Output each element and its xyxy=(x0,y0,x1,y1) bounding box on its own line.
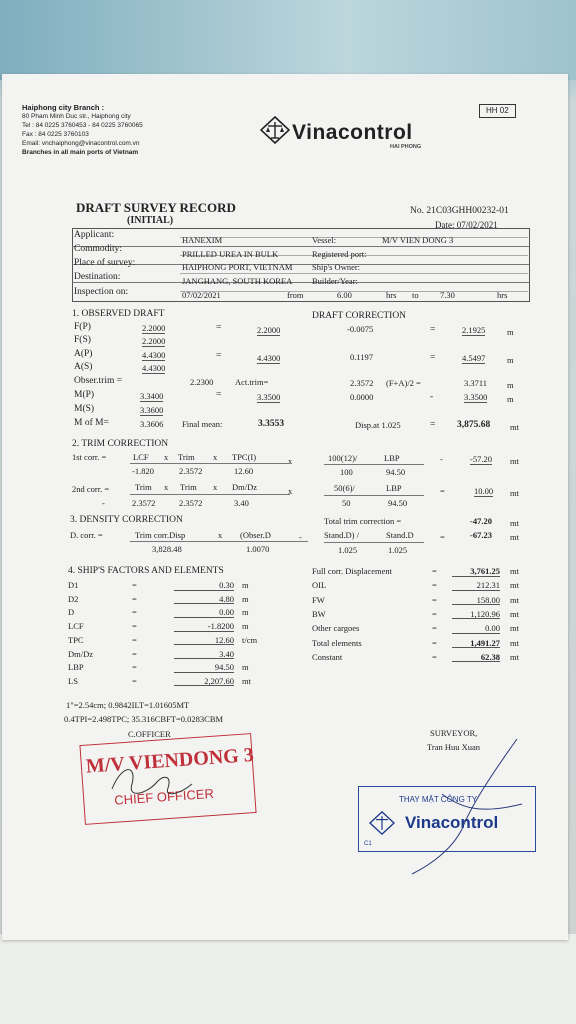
element-label: Other cargoes xyxy=(312,623,360,634)
element-unit: mt xyxy=(510,594,519,605)
equals: = xyxy=(430,420,436,430)
unit-mt: mt xyxy=(510,532,519,542)
trim-disp-value: 3,828.48 xyxy=(152,544,182,554)
factor-value: 0.00 xyxy=(174,608,234,618)
place-label: Place of survey: xyxy=(74,258,136,268)
equals: = xyxy=(432,623,437,634)
commodity-value: PRILLED UREA IN BULK xyxy=(182,249,279,259)
record-number: No. 21C03GHH00232-01 xyxy=(410,206,509,216)
place-value: HAIPHONG PORT, VIETNAM xyxy=(182,262,293,272)
element-label: BW xyxy=(312,608,326,619)
builder-label: Builder/Year: xyxy=(312,276,358,286)
trim-value: 2.3572 xyxy=(179,466,203,476)
element-unit: mt xyxy=(510,580,519,591)
fp-value: 2.2000 xyxy=(142,323,166,333)
lbp-top-2: LBP xyxy=(386,483,402,493)
element-unit: mt xyxy=(510,623,519,634)
surveyor-signature xyxy=(372,734,532,884)
element-label: FW xyxy=(312,594,325,605)
ms-label: M(S) xyxy=(74,404,95,414)
trim-value-3: 2.3572 xyxy=(179,498,203,508)
ship-stamp-chief: CHIEF OFFICER xyxy=(113,785,215,808)
frac-top-2: 50(6)/ xyxy=(334,483,355,493)
registered-label: Registered port: xyxy=(312,249,367,259)
factor-value: -1.8200 xyxy=(174,622,234,632)
equals: = xyxy=(132,634,137,645)
to-value: 7.30 xyxy=(440,290,455,300)
fs-value: 2.2000 xyxy=(142,336,166,346)
unit-mt: mt xyxy=(510,456,519,466)
hrs-label-2: hrs xyxy=(497,290,508,300)
fa2-value: 3.3711 xyxy=(464,378,488,388)
equals: = xyxy=(432,566,437,576)
vinacontrol-logo xyxy=(260,116,290,148)
times: x xyxy=(288,486,293,496)
second-corr-result: 10.00 xyxy=(474,486,494,496)
to-label: to xyxy=(412,290,419,300)
equals: = xyxy=(432,580,437,591)
element-unit: mt xyxy=(510,608,519,619)
times: x xyxy=(164,482,169,492)
factor-value: 12.60 xyxy=(174,636,234,646)
branch-tel: Tel : 84 0225 3760453 - 84 0225 3760065 xyxy=(22,122,143,129)
tpc-value: 12.60 xyxy=(234,466,254,476)
f-mean: 2.2000 xyxy=(257,325,281,335)
commodity-label: Commodity: xyxy=(74,244,123,254)
trim-disp-label: Trim corr.Disp xyxy=(135,530,186,540)
equals: = xyxy=(132,621,137,632)
obser-label: (Obser.D xyxy=(240,530,271,540)
equals: = xyxy=(132,648,137,659)
factor-value: 3.40 xyxy=(174,650,234,660)
factor-value: 4.80 xyxy=(174,595,234,605)
dmdz-value: 3.40 xyxy=(234,498,249,508)
tpc-header: TPC(I) xyxy=(232,452,257,462)
a-result: 4.5497 xyxy=(462,353,486,363)
branch-email: Email: vnchaiphong@vinacontrol.com.vn xyxy=(22,140,140,147)
conversion-note-2: 0.4TPI=2.498TPC; 35.316CBFT=0.0283CBM xyxy=(64,714,224,724)
vessel-label: Vessel: xyxy=(312,235,337,245)
element-label: OIL xyxy=(312,580,327,591)
equals: = xyxy=(440,532,445,542)
mp-value: 3.3400 xyxy=(140,391,164,401)
fa2-label: (F+A)/2 = xyxy=(386,378,421,388)
factor-label: TPC xyxy=(68,634,84,645)
minus: - xyxy=(102,498,105,508)
final-mean-value: 3.3553 xyxy=(258,419,285,429)
ms-value: 3.3600 xyxy=(140,405,164,415)
as-value: 4.4300 xyxy=(142,363,166,373)
mofm-label: M of M= xyxy=(74,418,109,428)
factor-label: D1 xyxy=(68,580,79,590)
inspection-label: Inspection on: xyxy=(74,287,129,297)
unit-m: m xyxy=(507,327,514,337)
document-page xyxy=(2,74,568,940)
m-result: 3.3500 xyxy=(464,392,488,402)
element-value: 158.00 xyxy=(452,596,500,606)
officer-signature xyxy=(102,754,202,814)
disp-label: Disp.at 1.025 xyxy=(355,420,401,430)
equals: = xyxy=(432,608,437,619)
equals: = xyxy=(216,323,222,333)
branch-fax: Fax : 84 0225 3760103 xyxy=(22,131,89,138)
destination-value: JANGHANG, SOUTH KOREA xyxy=(182,276,293,286)
equals: = xyxy=(216,351,222,361)
factor-unit: mt xyxy=(242,675,251,686)
section2-title: 2. TRIM CORRECTION xyxy=(72,439,169,449)
final-mean-label: Final mean: xyxy=(182,419,223,429)
section4-title: 4. SHIP'S FACTORS AND ELEMENTS xyxy=(68,566,224,576)
equals: = xyxy=(432,637,437,648)
inspection-value: 07/02/2021 xyxy=(182,290,221,300)
surveyor-name: Tran Huu Xuan xyxy=(427,742,481,752)
destination-label: Destination: xyxy=(74,272,121,282)
surveyor-label: SURVEYOR, xyxy=(430,728,478,738)
stand2-value: 1.025 xyxy=(388,545,408,555)
equals: = xyxy=(132,607,137,618)
as-label: A(S) xyxy=(74,362,93,372)
obser-value: 1.0070 xyxy=(246,544,270,554)
equals: = xyxy=(132,580,137,590)
equals: = xyxy=(132,675,137,686)
element-value: 0.00 xyxy=(452,624,500,634)
from-label: from xyxy=(287,290,304,300)
frac-bot-2: 50 xyxy=(342,498,351,508)
officer-label: C.OFFICER xyxy=(128,729,171,739)
obs-trim-label: Obser.trim = xyxy=(74,376,123,386)
mp-label: M(P) xyxy=(74,390,95,400)
equals: = xyxy=(132,593,137,604)
logo-sub: HAI PHONG xyxy=(390,144,422,150)
unit-m: m xyxy=(507,380,514,390)
company-stamp-name: Vinacontrol xyxy=(405,813,499,832)
record-title: DRAFT SURVEY RECORD xyxy=(76,200,236,215)
ap-value: 4.4300 xyxy=(142,350,166,360)
minus: - xyxy=(440,454,443,464)
equals: = xyxy=(132,662,137,673)
element-unit: mt xyxy=(510,651,519,662)
element-value: 1,120.96 xyxy=(452,610,500,620)
branch-address: 80 Pham Minh Duc str., Haiphong city xyxy=(22,113,131,120)
branch-ports: Branches in all main ports of Vietnam xyxy=(22,149,139,156)
fp-label: F(P) xyxy=(74,322,91,332)
element-value: 3,761.25 xyxy=(452,567,500,577)
equals: = xyxy=(432,594,437,605)
dmdz-header: Dm/Dz xyxy=(232,482,258,492)
lbp-bot-1: 94.50 xyxy=(386,467,406,477)
element-value: 1,491.27 xyxy=(452,639,500,649)
element-label: Full corr. Displacement xyxy=(312,566,393,576)
element-unit: mt xyxy=(510,637,519,648)
lcf-header: LCF xyxy=(133,452,149,462)
m-correction: 0.0000 xyxy=(350,392,374,402)
total-trim-label: Total trim correction = xyxy=(324,516,402,526)
branch-title: Haiphong city Branch : xyxy=(22,103,105,112)
factor-unit: m xyxy=(242,593,249,604)
frac-bot-1: 100 xyxy=(340,467,353,477)
applicant-value: HANEXIM xyxy=(182,235,223,245)
element-label: Constant xyxy=(312,651,343,662)
element-value: 212.31 xyxy=(452,581,500,591)
company-stamp-behalf: THAY MẶT CÔNG TY xyxy=(399,795,478,804)
unit-mt: mt xyxy=(510,488,519,498)
second-corr-label: 2nd corr. = xyxy=(72,484,110,494)
f-result: 2.1925 xyxy=(462,325,486,335)
paper-below xyxy=(0,934,576,1024)
from-value: 6.00 xyxy=(337,290,352,300)
unit-m: m xyxy=(507,355,514,365)
factor-label: LS xyxy=(68,675,78,686)
section1-title: 1. OBSERVED DRAFT xyxy=(72,309,165,319)
equals: = xyxy=(216,390,222,400)
f-correction: -0.0075 xyxy=(347,324,374,334)
trim-header-3: Trim xyxy=(180,482,197,492)
vessel-value: M/V VIEN DONG 3 xyxy=(382,235,454,245)
unit-m: m xyxy=(507,394,514,404)
applicant-label: Applicant: xyxy=(74,230,115,240)
unit-mt: mt xyxy=(510,518,519,528)
factor-label: LBP xyxy=(68,662,84,673)
factor-value: 0.30 xyxy=(174,581,234,591)
record-date: Date: 07/02/2021 xyxy=(435,220,498,230)
unit-mt: mt xyxy=(510,422,519,432)
section3-title: 3. DENSITY CORRECTION xyxy=(70,515,183,525)
total-trim-value: -47.20 xyxy=(470,516,492,526)
form-code: HH 02 xyxy=(479,104,516,118)
factor-value: 94.50 xyxy=(174,663,234,673)
record-subtitle: (INITIAL) xyxy=(127,215,174,226)
m-mean: 3.3500 xyxy=(257,392,281,402)
act-trim-label: Act.trim= xyxy=(235,377,269,387)
stand2-label: Stand.D xyxy=(386,530,414,540)
minus: - xyxy=(299,532,302,542)
element-label: Total elements xyxy=(312,637,362,648)
times: x xyxy=(218,530,223,540)
lbp-bot-2: 94.50 xyxy=(388,498,408,508)
times: x xyxy=(164,452,169,462)
equals: = xyxy=(430,353,436,363)
trim-header: Trim xyxy=(178,452,195,462)
trim-value-2: 2.3572 xyxy=(132,498,156,508)
first-corr-label: 1st corr. = xyxy=(72,452,107,462)
times: x xyxy=(288,456,293,466)
obs-trim-value: 2.2300 xyxy=(190,377,214,387)
factor-unit: t/cm xyxy=(242,634,258,645)
scales-icon xyxy=(260,116,290,144)
trim-header-2: Trim xyxy=(135,482,152,492)
fs-label: F(S) xyxy=(74,335,91,345)
minus: - xyxy=(430,392,434,402)
dcorr-label: D. corr. = xyxy=(70,530,103,540)
factor-unit: m xyxy=(242,662,249,673)
logo-name: Vinacontrol xyxy=(292,121,413,144)
a-correction: 0.1197 xyxy=(350,352,374,362)
times: x xyxy=(213,482,218,492)
ship-stamp-name: M/V VIENDONG 3 xyxy=(85,743,255,778)
lcf-value: -1.820 xyxy=(132,466,154,476)
element-value: 62.38 xyxy=(452,653,500,663)
owner-label: Ship's Owner: xyxy=(312,262,361,272)
first-corr-result: -57.20 xyxy=(470,454,492,464)
displacement-value: 3,875.68 xyxy=(457,420,491,430)
mofm-value: 3.3606 xyxy=(140,419,164,429)
factor-label: D2 xyxy=(68,593,79,604)
background-top xyxy=(0,0,576,80)
hrs-label-1: hrs xyxy=(386,290,397,300)
factor-unit: m xyxy=(242,580,249,590)
draft-correction-title: DRAFT CORRECTION xyxy=(312,311,407,321)
factor-unit: m xyxy=(242,621,249,632)
ap-label: A(P) xyxy=(74,349,93,359)
element-unit: mt xyxy=(510,566,519,576)
density-corr-result: -67.23 xyxy=(470,530,492,540)
act-trim-value: 2.3572 xyxy=(350,378,374,388)
stand-label: Stand.D) / xyxy=(324,530,359,540)
factor-label: Dm/Dz xyxy=(68,648,94,659)
frac-top-1: 100(12)/ xyxy=(328,453,358,463)
factor-value: 2,207.60 xyxy=(174,677,234,687)
stand-value: 1.025 xyxy=(338,545,358,555)
conversion-note-1: 1"=2.54cm; 0.9842ILT=1.01605MT xyxy=(66,700,190,710)
company-stamp-code: C1 xyxy=(364,841,372,847)
lbp-top-1: LBP xyxy=(384,453,400,463)
factor-label: D xyxy=(68,607,75,618)
factor-label: LCF xyxy=(68,621,84,632)
a-mean: 4.4300 xyxy=(257,353,281,363)
equals: = xyxy=(440,486,445,496)
factor-unit: m xyxy=(242,607,249,618)
equals: = xyxy=(432,651,437,662)
equals: = xyxy=(430,325,436,335)
times: x xyxy=(213,452,218,462)
